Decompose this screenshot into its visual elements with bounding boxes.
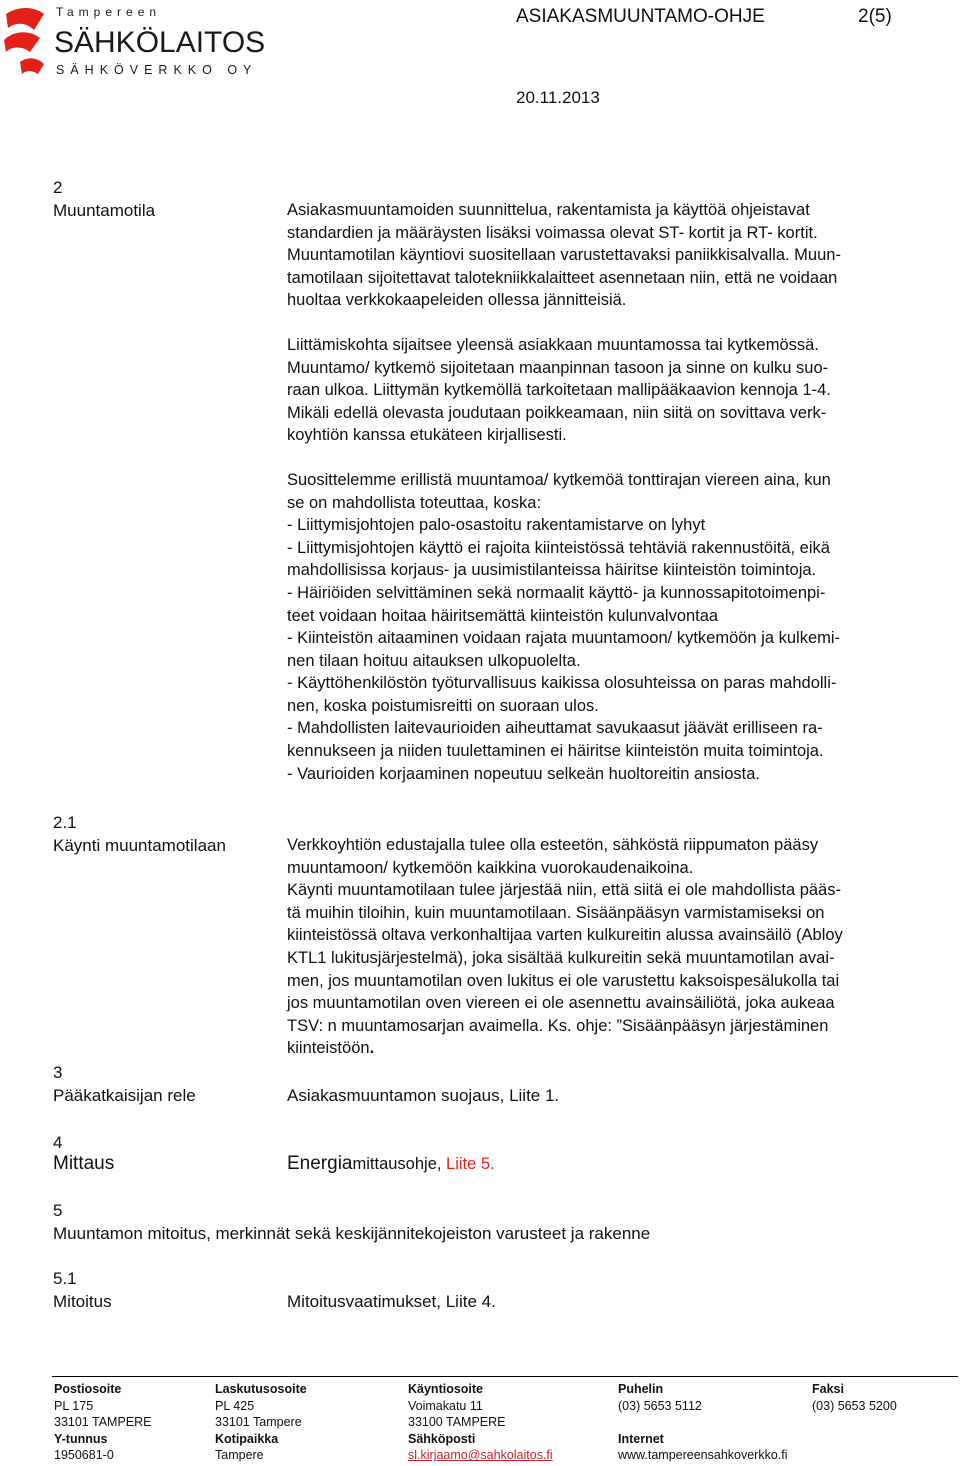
text-line: mahdollisissa korjaus- ja uusimistilanteissa häiritse kiinteistön toimintoja.	[287, 561, 817, 580]
text-line: se on mahdollista toteuttaa, koska:	[287, 493, 542, 512]
section-5-1-number: 5.1	[53, 1269, 77, 1288]
text-line	[287, 1037, 955, 1060]
section-2-para1	[287, 199, 955, 312]
section-3-text: Asiakasmuuntamon suojaus, Liite 1.	[287, 1086, 560, 1105]
section-5-number: 5	[53, 1201, 63, 1220]
section-2-title: Muuntamotila	[53, 201, 156, 220]
section-4-text-rest: mittausohje,	[352, 1155, 447, 1173]
footer-col-visiting	[408, 1381, 553, 1464]
section-4-text-main: Energia	[287, 1153, 353, 1174]
text-line: nen, koska poistumisreitti on suoraan ulos.	[287, 696, 599, 715]
section-2-para3	[287, 469, 955, 785]
footer-label: Laskutusosoite	[215, 1382, 307, 1396]
list-item: - Liittymisjohtojen palo-osastoitu rakentamistarve on lyhyt	[287, 516, 706, 535]
last-line-text: kiinteistöön	[287, 1039, 370, 1058]
footer-label: Y-tunnus	[54, 1431, 108, 1446]
text-line: kennukseen ja niiden tuulettaminen ei häiritse kiinteistön muita toimintoja.	[287, 742, 824, 761]
company-logo	[0, 0, 290, 80]
text-line: Asiakasmuuntamoiden suunnittelua, rakentamista ja käyttöä ohjeistavat	[287, 201, 810, 219]
section-2-1-para	[287, 834, 955, 1060]
section-5-1-text: Mitoitusvaatimukset, Liite 4.	[287, 1292, 496, 1311]
email-link[interactable]: sl.kirjaamo@sahkolaitos.fi	[408, 1448, 553, 1463]
list-item: - Käyttöhenkilöstön työturvallisuus kaikissa olosuhteissa on paras mahdolli-	[287, 674, 837, 693]
list-item: - Vaurioiden korjaaminen nopeutuu selkeän huoltoreitin ansiosta.	[287, 764, 760, 783]
footer-label: Internet	[618, 1431, 664, 1446]
document-date: 20.11.2013	[516, 88, 600, 107]
page-number: 2(5)	[858, 6, 892, 27]
attachment-link[interactable]: Liite 5.	[446, 1155, 495, 1173]
footer-value	[618, 1414, 788, 1431]
text-line: standardien ja määräysten lisäksi voimassa olevat ST- kortit ja RT- kortit.	[287, 223, 818, 242]
logo-line3: SÄHKÖVERKKO OY	[56, 63, 258, 77]
text-line: jos muuntamotilan oven viereen ei ole asennettu avainsäiliötä, joka aukeaa	[287, 994, 835, 1013]
list-item: - Liittymisjohtojen käyttö ei rajoita kiinteistössä tehtäviä rakennustöitä, eikä	[287, 538, 830, 557]
section-2-number: 2	[53, 178, 63, 197]
section-3-title: Pääkatkaisijan rele	[53, 1086, 196, 1105]
section-2-body	[287, 199, 955, 785]
text-line: Suosittelemme erillistä muuntamoa/ kytkemöä tonttirajan viereen aina, kun	[287, 470, 831, 489]
text-line: TSV: n muuntamosarjan avaimella. Ks. ohje: ”Sisäänpääsyn järjestäminen	[287, 1016, 829, 1035]
footer-value: 1950681-0	[54, 1448, 114, 1463]
text-line: KTL1 lukitusjärjestelmä), joka sisältää kulkureitin sekä muuntamotilan avai-	[287, 948, 835, 967]
text-line: huoltaa verkkokaapeleiden ollessa jännitteisiä.	[287, 291, 627, 310]
text-line: Mikäli edellä olevasta joudutaan poikkeamaan, niin siitä on sovittava verk-	[287, 403, 827, 422]
section-2-1-body	[287, 834, 955, 1060]
website-link[interactable]: www.tampereensahkoverkko.fi	[618, 1448, 788, 1463]
footer-value: (03) 5653 5112	[618, 1398, 702, 1413]
footer-label: Käyntiosoite	[408, 1382, 484, 1396]
footer-col-phone	[618, 1381, 788, 1464]
text-line: kiinteistössä oltava verkonhaltijaa varten kulkureitin alussa avainsäilö (Abloy	[287, 926, 843, 945]
footer-value: PL 425	[215, 1398, 255, 1413]
footer-col-fax	[812, 1381, 897, 1414]
logo-swoosh-icon	[4, 8, 44, 74]
section-2-1-number: 2.1	[53, 813, 77, 832]
footer-divider	[52, 1376, 958, 1377]
footer-value: Tampere	[215, 1448, 264, 1463]
footer-value: Voimakatu 11	[408, 1398, 483, 1413]
text-line: Muuntamotilan käyntiovi suositellaan varustettavaksi paniikkisalvalla. Muun-	[287, 246, 841, 265]
text-line: teet voidaan hoitaa häiritsemättä kiinteistön kulunvalvontaa	[287, 606, 719, 625]
text-line: muuntamoon/ kytkemöön kaikkina vuorokaudenaikoina.	[287, 858, 694, 877]
text-line: Verkkoyhtiön edustajalla tulee olla esteetön, sähköstä riippumaton pääsy	[287, 836, 819, 854]
footer-col-postal	[54, 1381, 152, 1464]
section-4-text	[287, 1153, 495, 1175]
footer-label: Faksi	[812, 1382, 844, 1396]
list-item: - Häiriöiden selvittäminen sekä normaalit käyttö- ja kunnossapitotoimenpi-	[287, 583, 826, 602]
footer-value: 33101 Tampere	[215, 1415, 302, 1430]
footer-value: 33100 TAMPERE	[408, 1415, 506, 1430]
footer-value: (03) 5653 5200	[812, 1398, 897, 1413]
logo-line1: Tampereen	[56, 5, 162, 19]
logo-line2: SÄHKÖLAITOS	[54, 26, 266, 59]
list-item: - Kiinteistön aitaaminen voidaan rajata muuntamoon/ kytkemöön ja kulkemi-	[287, 629, 841, 648]
section-5-title: Muuntamon mitoitus, merkinnät sekä keskijännitekojeiston varusteet ja rakenne	[53, 1224, 651, 1243]
text-line: tä muihin tiloihin, kuin muuntamotilaan. Sisäänpääsyn varmistamiseksi on	[287, 903, 825, 922]
text-line: tamotilaan sijoitettavat talotekniikkalaitteet asennetaan niin, että ne voidaan	[287, 268, 838, 287]
footer-label: Sähköposti	[408, 1431, 476, 1446]
list-item: - Mahdollisten laitevaurioiden aiheuttamat savukaasut jäävät erilliseen ra-	[287, 719, 823, 738]
text-line: Muuntamo/ kytkemö sijoitetaan maanpinnan tasoon ja sinne on kulku suo-	[287, 358, 829, 377]
section-2-para2	[287, 334, 955, 447]
section-4-title: Mittaus	[53, 1153, 115, 1174]
text-line: men, jos muuntamotilan oven lukitus ei ole varustettu kaksoispesälukolla tai	[287, 971, 840, 990]
text-line: raan ulkoa. Liittymän kytkemöllä tarkoitetaan mallipääkaavion kennoja 1-4.	[287, 381, 831, 400]
document-title: ASIAKASMUUNTAMO-OHJE	[516, 6, 765, 27]
footer-label: Kotipaikka	[215, 1431, 279, 1446]
section-2-1-title: Käynti muuntamotilaan	[53, 836, 226, 855]
section-4-number: 4	[53, 1133, 63, 1152]
section-5-1-title: Mitoitus	[53, 1292, 112, 1311]
text-line: nen tilaan hoituu aitauksen ulkopuolelta.	[287, 651, 581, 670]
footer-label: Puhelin	[618, 1382, 664, 1396]
last-line-period: .	[369, 1039, 375, 1058]
section-3-number: 3	[53, 1063, 63, 1082]
text-line: Käynti muuntamotilaan tulee järjestää niin, että siitä ei ole mahdollista pääs-	[287, 881, 841, 900]
footer-value: PL 175	[54, 1398, 94, 1413]
footer-value: 33101 TAMPERE	[54, 1415, 152, 1430]
text-line: Liittämiskohta sijaitsee yleensä asiakkaan muuntamossa tai kytkemössä.	[287, 335, 819, 354]
footer-label: Postiosoite	[54, 1382, 122, 1396]
text-line: koyhtiön kanssa etukäteen kirjallisesti.	[287, 426, 567, 445]
footer-col-billing	[215, 1381, 307, 1464]
